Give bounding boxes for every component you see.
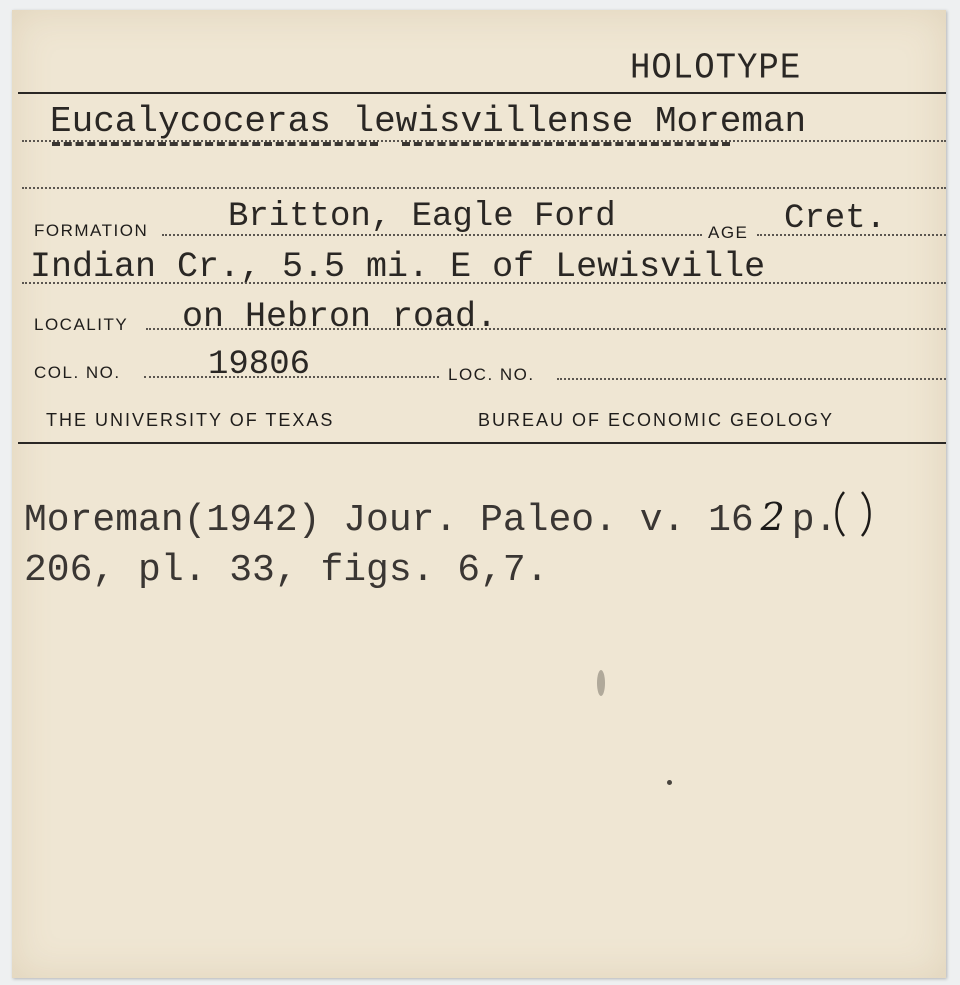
- age-value: Cret.: [784, 200, 887, 238]
- reference-line1: [24, 495, 838, 542]
- locality-dotted-line2: [146, 328, 946, 330]
- loc-no-dotted-line: [557, 378, 946, 380]
- col-no-value: 19806: [208, 346, 311, 384]
- col-no-dotted-line: [144, 376, 439, 378]
- formation-value: Britton, Eagle Ford: [228, 198, 616, 236]
- top-rule: [18, 92, 946, 94]
- formation-label: FORMATION: [34, 221, 149, 240]
- reference-page-prefix: p.: [791, 499, 838, 542]
- handwritten-parenthesis-mark: [832, 488, 872, 540]
- blank-dotted-line: [22, 187, 946, 189]
- taxon-species: lewisvillense: [352, 101, 634, 142]
- reference-citation: Moreman(1942) Jour. Paleo. v. 16: [24, 499, 754, 542]
- species-underline: [402, 142, 730, 146]
- ink-speck: [667, 780, 672, 785]
- bottom-rule: [18, 442, 946, 444]
- issue-number-handwritten: 2: [760, 495, 785, 539]
- genus-underline: [52, 142, 378, 146]
- ink-smudge: [597, 670, 605, 696]
- col-no-label: COL. NO.: [34, 363, 121, 382]
- locality-line1: Indian Cr., 5.5 mi. E of Lewisville: [30, 247, 766, 287]
- institution-name: THE UNIVERSITY OF TEXAS: [46, 410, 335, 430]
- locality-label: LOCALITY: [34, 315, 129, 334]
- locality-dotted-line1: [22, 282, 946, 284]
- bureau-name: BUREAU OF ECONOMIC GEOLOGY: [478, 410, 835, 430]
- taxon-dotted-line: [22, 140, 946, 142]
- formation-dotted-line: [162, 234, 702, 236]
- reference-line2: 206, pl. 33, figs. 6,7.: [24, 549, 549, 592]
- type-status: HOLOTYPE: [630, 49, 802, 89]
- taxon-author: Moreman: [654, 101, 807, 142]
- specimen-label-card: [12, 10, 946, 978]
- age-label: AGE: [708, 223, 749, 242]
- age-dotted-line: [757, 234, 946, 236]
- loc-no-label: LOC. NO.: [448, 365, 535, 384]
- locality-line2: on Hebron road.: [182, 297, 498, 337]
- taxon-name: [50, 101, 807, 142]
- taxon-genus: Eucalycoceras: [50, 101, 331, 142]
